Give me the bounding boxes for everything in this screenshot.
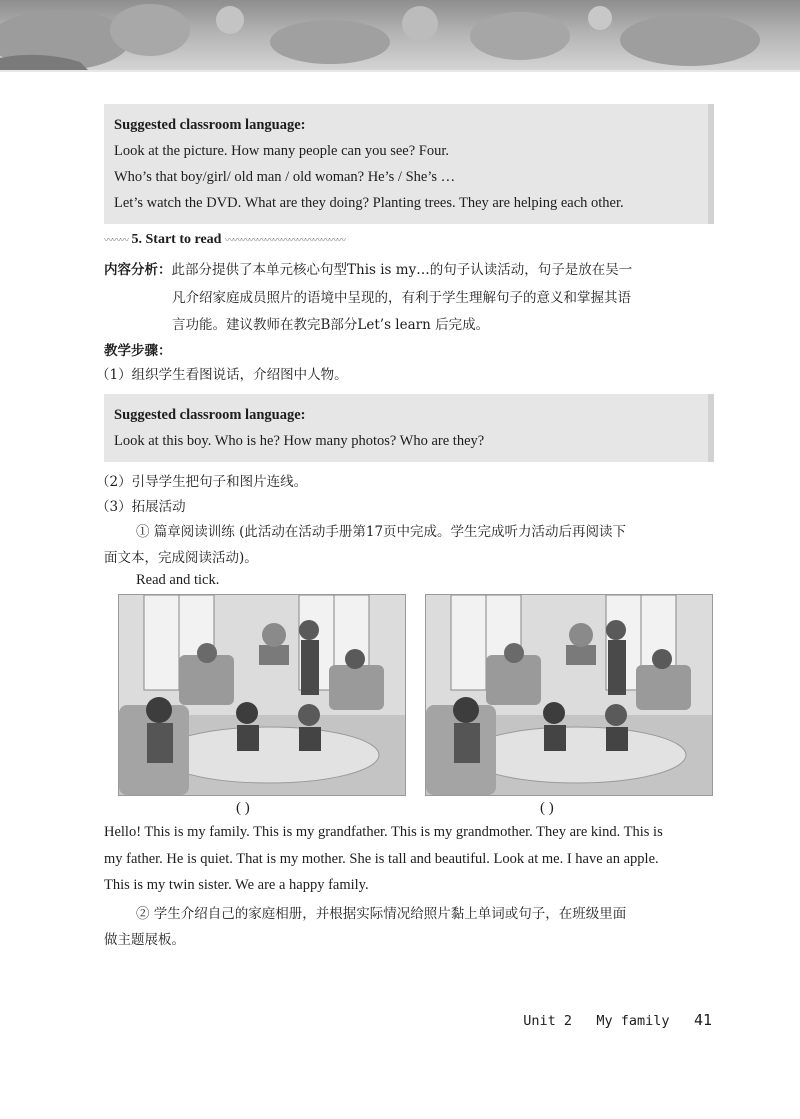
box1-label: Suggested classroom language: xyxy=(114,117,306,133)
classroom-language-box-2 xyxy=(104,394,714,462)
step-1: （1）组织学生看图说话，介绍图中人物。 xyxy=(96,367,348,383)
steps-label: 教学步骤： xyxy=(104,343,172,359)
footer-unit: Unit 2 xyxy=(523,1013,572,1029)
activity-1-line: ① 篇章阅读训练 (此活动在活动手册第17页中完成。学生完成听力活动后再阅读下 xyxy=(136,524,627,540)
box1-line: Let’s watch the DVD. What are they doing? Planting trees. They are helping each other. xyxy=(114,195,624,211)
analysis-label: 内容分析： xyxy=(104,262,172,278)
page-number: 41 xyxy=(693,1011,712,1029)
family-photo-1 xyxy=(118,594,406,796)
box1-line: Look at the picture. How many people can you see? Four. xyxy=(114,143,450,159)
answer-bracket-2[interactable]: ( ) xyxy=(540,800,554,816)
classroom-language-box-1 xyxy=(104,104,714,224)
box1-line: Who’s that boy/girl/ old man / old woman? He’s / She’s … xyxy=(114,169,456,185)
activity-1-line: 面文本，完成阅读活动)。 xyxy=(104,550,258,566)
box2-label: Suggested classroom language: xyxy=(114,407,306,423)
analysis-line: 此部分提供了本单元核心句型This is my…的句子认读活动，句子是放在吴一 xyxy=(171,262,633,278)
page-footer xyxy=(523,1011,712,1029)
analysis-line: 言功能。建议教师在教完B部分Let’s learn 后完成。 xyxy=(172,317,490,333)
analysis-paragraph xyxy=(104,258,632,278)
analysis-line: 凡介绍家庭成员照片的语境中呈现的，有利于学生理解句子的意义和掌握其语 xyxy=(172,290,631,306)
passage-line: my father. He is quiet. That is my mother. She is tall and beautiful. Look at me. I have an apple. xyxy=(104,851,659,867)
activity-2-line: ② 学生介绍自己的家庭相册，并根据实际情况给照片黏上单词或句子，在班级里面 xyxy=(136,906,627,922)
passage-line: Hello! This is my family. This is my grandfather. This is my grandmother. They are kind. This is xyxy=(104,824,663,840)
section-title-text: 5. Start to read xyxy=(131,232,222,247)
step-3: （3）拓展活动 xyxy=(96,499,186,515)
passage-line: This is my twin sister. We are a happy family. xyxy=(104,877,369,893)
header-banner xyxy=(0,0,800,72)
activity-2-line: 做主题展板。 xyxy=(104,932,185,948)
step-2: （2）引导学生把句子和图片连线。 xyxy=(96,474,308,490)
section-title: 〰〰〰 5. Start to read 〰〰〰〰〰〰〰〰〰〰〰〰〰〰〰 xyxy=(104,232,345,247)
footer-title: My family xyxy=(596,1013,670,1029)
answer-bracket-1[interactable]: ( ) xyxy=(236,800,250,816)
family-photo-2 xyxy=(425,594,713,796)
box2-line: Look at this boy. Who is he? How many photos? Who are they? xyxy=(114,433,485,449)
read-and-tick: Read and tick. xyxy=(136,572,220,588)
